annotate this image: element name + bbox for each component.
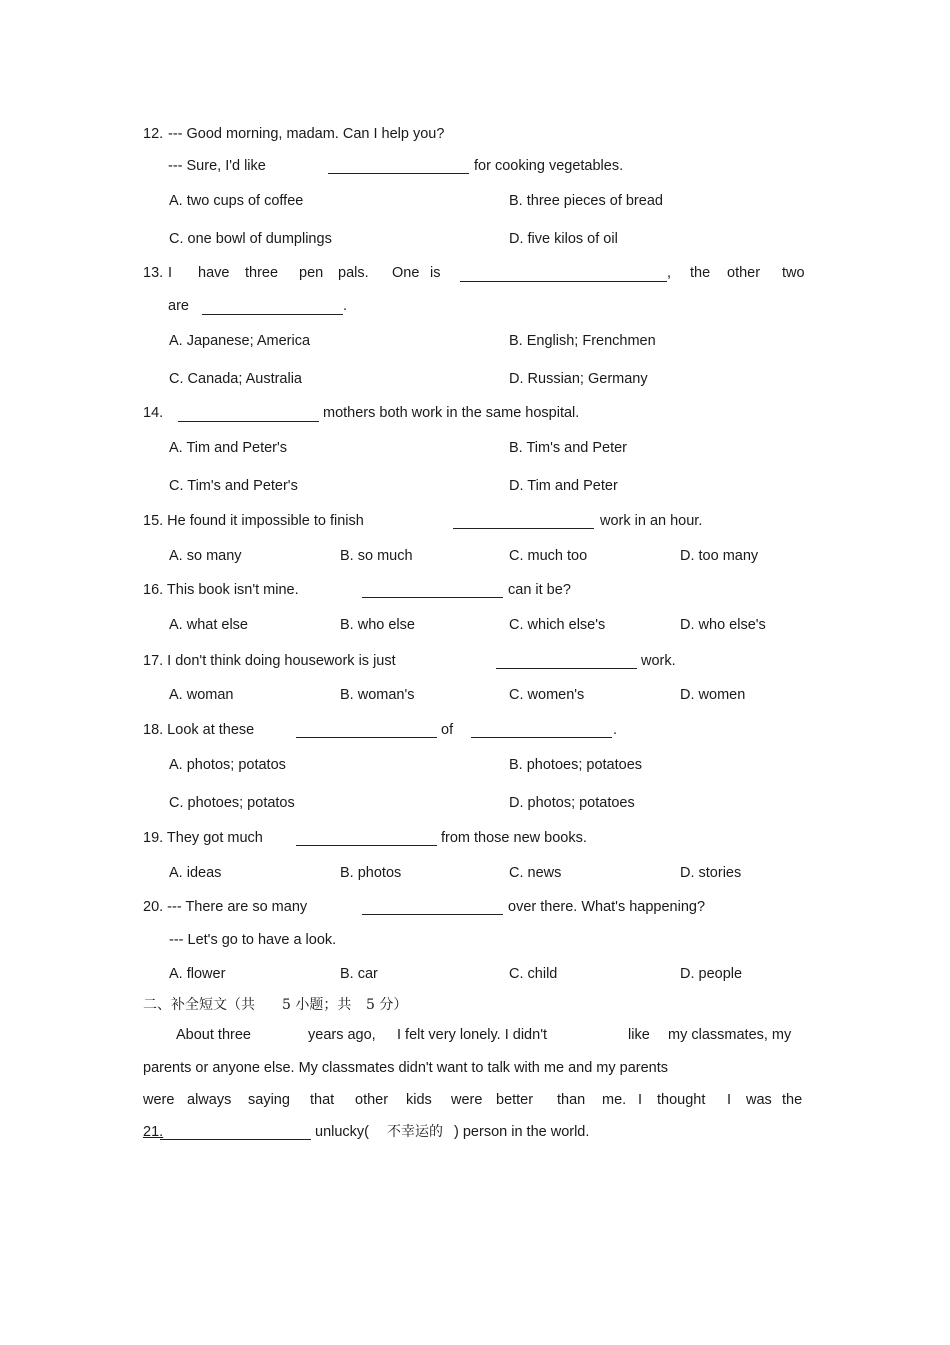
passage-fragment: years ago, — [308, 1027, 376, 1043]
q18-of: of — [441, 722, 454, 738]
q16-option-b[interactable]: B. who else — [340, 617, 415, 633]
q14-answer-blank[interactable] — [178, 421, 319, 422]
q12-number: 12. — [143, 126, 164, 142]
q17-option-a[interactable]: A. woman — [169, 687, 234, 703]
blank-21-answer[interactable] — [160, 1139, 311, 1140]
q13-answer-blank-1[interactable] — [460, 281, 667, 282]
q12-answer-blank[interactable] — [328, 173, 469, 174]
q17-answer-blank[interactable] — [496, 668, 637, 669]
q12-option-d[interactable]: D. five kilos of oil — [509, 231, 618, 247]
passage-word: I — [638, 1092, 643, 1108]
q13-word: is — [430, 265, 441, 281]
q15-option-d[interactable]: D. too many — [680, 548, 759, 564]
q12-option-c[interactable]: C. one bowl of dumplings — [169, 231, 332, 247]
q20-line2: --- Let's go to have a look. — [169, 932, 337, 948]
q13-word: pen — [299, 265, 324, 281]
q17-option-c[interactable]: C. women's — [509, 687, 585, 703]
q20-answer-blank[interactable] — [362, 914, 503, 915]
passage-fragment: About three — [176, 1027, 251, 1043]
q17-option-d[interactable]: D. women — [680, 687, 746, 703]
passage-fragment: I felt very lonely. I didn't — [397, 1027, 547, 1043]
q13-option-c[interactable]: C. Canada; Australia — [169, 371, 302, 387]
q19-option-b[interactable]: B. photos — [340, 865, 402, 881]
q17-option-b[interactable]: B. woman's — [340, 687, 415, 703]
q12-line2-post: for cooking vegetables. — [474, 158, 624, 174]
q14-option-c[interactable]: C. Tim's and Peter's — [169, 478, 298, 494]
q15-option-a[interactable]: A. so many — [169, 548, 242, 564]
q16-stem: 16. This book isn't mine. — [143, 582, 299, 598]
q18-option-a[interactable]: A. photos; potatos — [169, 757, 286, 773]
q13-word: pals. — [338, 265, 369, 281]
passage-word: me. — [602, 1092, 627, 1108]
q19-stem: 19. They got much — [143, 830, 263, 846]
q18-answer-blank-2[interactable] — [471, 737, 612, 738]
q18-option-c[interactable]: C. photoes; potatos — [169, 795, 295, 811]
q15-answer-blank[interactable] — [453, 528, 594, 529]
passage-word: I — [727, 1092, 732, 1108]
q20-option-d[interactable]: D. people — [680, 966, 743, 982]
q14-option-d[interactable]: D. Tim and Peter — [509, 478, 618, 494]
q18-answer-blank-1[interactable] — [296, 737, 437, 738]
q13-word: have — [198, 265, 230, 281]
q16-stem-end: can it be? — [508, 582, 571, 598]
q19-answer-blank[interactable] — [296, 845, 437, 846]
passage-chinese-gloss: 不幸运的 — [387, 1124, 443, 1140]
passage-fragment: ) person in the world. — [454, 1124, 590, 1140]
passage-word: other — [355, 1092, 389, 1108]
q17-stem: 17. I don't think doing housework is just — [143, 653, 396, 669]
section2-heading-part-c: 5 分） — [366, 997, 408, 1013]
q19-option-c[interactable]: C. news — [509, 865, 562, 881]
q12-option-a[interactable]: A. two cups of coffee — [169, 193, 304, 209]
section2-heading-part-b: 5 小题；共 — [282, 997, 352, 1013]
blank-21-number: 21. — [143, 1124, 164, 1140]
q14-option-a[interactable]: A. Tim and Peter's — [169, 440, 288, 456]
passage-word: always — [187, 1092, 232, 1108]
q13-word: other — [727, 265, 761, 281]
q18-period: . — [613, 722, 618, 738]
passage-fragment: unlucky( — [315, 1124, 369, 1140]
passage-word: than — [557, 1092, 586, 1108]
q13-option-b[interactable]: B. English; Frenchmen — [509, 333, 656, 349]
q17-stem-end: work. — [641, 653, 676, 669]
q13-line2-pre: are — [168, 298, 189, 314]
passage-word: thought — [657, 1092, 706, 1108]
passage-word: better — [496, 1092, 534, 1108]
q20-option-c[interactable]: C. child — [509, 966, 558, 982]
q20-stem-end: over there. What's happening? — [508, 899, 706, 915]
passage-word: kids — [406, 1092, 432, 1108]
passage-fragment: like — [628, 1027, 650, 1043]
q19-stem-end: from those new books. — [441, 830, 587, 846]
q12-line1: --- Good morning, madam. Can I help you? — [168, 126, 445, 142]
q12-line2-pre: --- Sure, I'd like — [168, 158, 266, 174]
passage-line-2: parents or anyone else. My classmates didn't want to talk with me and my parents — [143, 1060, 669, 1076]
q13-word: three — [245, 265, 279, 281]
q18-stem: 18. Look at these — [143, 722, 255, 738]
q13-word: One — [392, 265, 420, 281]
q13-number: 13. — [143, 265, 164, 281]
passage-word: were — [143, 1092, 175, 1108]
q20-option-b[interactable]: B. car — [340, 966, 378, 982]
q16-option-c[interactable]: C. which else's — [509, 617, 606, 633]
q16-option-a[interactable]: A. what else — [169, 617, 248, 633]
passage-word: were — [451, 1092, 483, 1108]
q15-stem: 15. He found it impossible to finish — [143, 513, 364, 529]
passage-word: was — [746, 1092, 772, 1108]
section2-heading-part-a: 二、补全短文（共 — [143, 997, 255, 1013]
q15-stem-end: work in an hour. — [600, 513, 703, 529]
q19-option-a[interactable]: A. ideas — [169, 865, 222, 881]
q12-option-b[interactable]: B. three pieces of bread — [509, 193, 663, 209]
q16-answer-blank[interactable] — [362, 597, 503, 598]
q15-option-c[interactable]: C. much too — [509, 548, 588, 564]
q18-option-b[interactable]: B. photoes; potatoes — [509, 757, 643, 773]
passage-word: saying — [248, 1092, 290, 1108]
q20-stem: 20. --- There are so many — [143, 899, 308, 915]
q16-option-d[interactable]: D. who else's — [680, 617, 766, 633]
q13-comma: , — [667, 265, 672, 281]
q13-word: the — [690, 265, 711, 281]
q18-option-d[interactable]: D. photos; potatoes — [509, 795, 635, 811]
q13-answer-blank-2[interactable] — [202, 314, 343, 315]
q13-word: I — [168, 265, 173, 281]
passage-word: that — [310, 1092, 335, 1108]
q14-text: mothers both work in the same hospital. — [323, 405, 580, 421]
q15-option-b[interactable]: B. so much — [340, 548, 413, 564]
q14-option-b[interactable]: B. Tim's and Peter — [509, 440, 628, 456]
q14-number: 14. — [143, 405, 164, 421]
q19-option-d[interactable]: D. stories — [680, 865, 742, 881]
passage-word: the — [782, 1092, 803, 1108]
q13-word: two — [782, 265, 805, 281]
q13-period: . — [343, 298, 348, 314]
q20-option-a[interactable]: A. flower — [169, 966, 226, 982]
q13-option-a[interactable]: A. Japanese; America — [169, 333, 311, 349]
passage-fragment: my classmates, my — [668, 1027, 792, 1043]
q13-option-d[interactable]: D. Russian; Germany — [509, 371, 648, 387]
